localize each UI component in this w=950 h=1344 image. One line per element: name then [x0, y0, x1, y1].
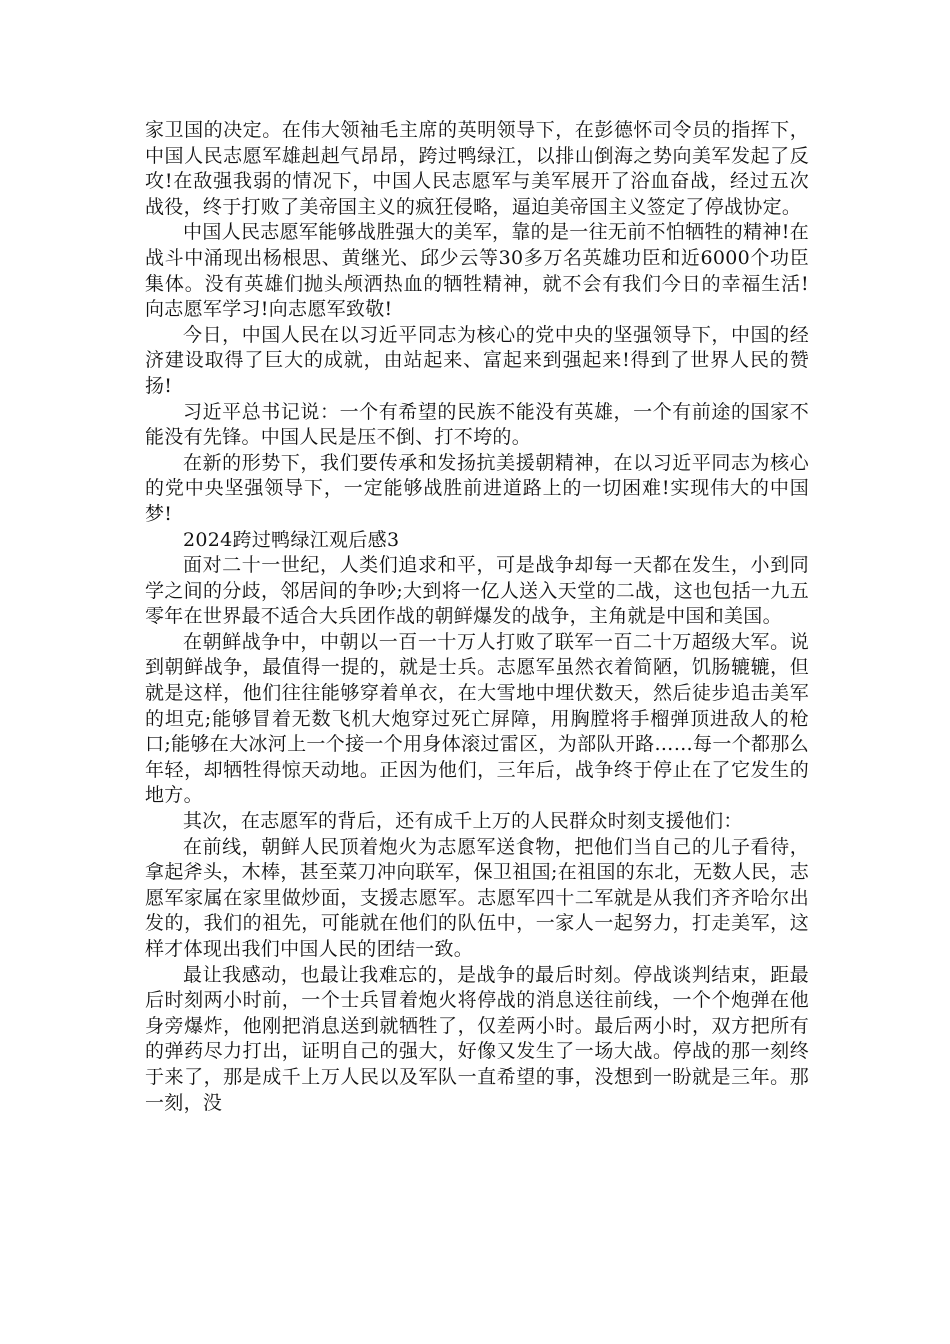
paragraph-korean-war: 在朝鲜战争中，中朝以一百一十万人打败了联军一百二十万超级大军。说到朝鲜战争，最值得一提的，就是士兵。志愿军虽然衣着简陋，饥肠辘辘，但就是这样，他们往往能够穿着单衣，在大雪地中埋伏数天，然后徒步追击美军的坦克;能够冒着无数飞机大炮穿过死亡屏障，用胸膛将手榴弹顶进敌人的枪口;能够在大冰河上一个接一个用身体滚过雷区，为部队开路……每一个都那么年轻，却牺牲得惊天动地。正因为他们，三年后，战争终于停止在了它发生的地方。 — [145, 630, 809, 807]
paragraph-front-line: 在前线，朝鲜人民顶着炮火为志愿军送食物，把他们当自己的儿子看待，拿起斧头，木棒，甚至菜刀冲向联军，保卫祖国;在祖国的东北，无数人民，志愿军家属在家里做炒面，支援志愿军。志愿军四十二军就是从我们齐齐哈尔出发的，我们的祖先，可能就在他们的队伍中，一家人一起努力，打走美军，这样才体现出我们中国人民的团结一致。 — [145, 835, 809, 960]
paragraph-new-situation: 在新的形势下，我们要传承和发扬抗美援朝精神，在以习近平同志为核心的党中央坚强领导下，一定能够战胜前进道路上的一切困难!实现伟大的中国梦! — [145, 451, 809, 525]
paragraph-support: 其次，在志愿军的背后，还有成千上万的人民群众时刻支援他们： — [183, 810, 743, 833]
document-body — [145, 118, 809, 1116]
paragraph-final-moment: 最让我感动，也最让我难忘的，是战争的最后时刻。停战谈判结束，距最后时刻两小时前，一个士兵冒着炮火将停战的消息送往前线，一个个炮弹在他身旁爆炸，他刚把消息送到就牺牲了，仅差两小时。最后两小时，双方把所有的弹药尽力打出，证明自己的强大，好像又发生了一场大战。停战的那一刻终于来了，那是成千上万人民以及军队一直希望的事，没想到一盼就是三年。那一刻，没 — [145, 963, 809, 1114]
paragraph-quote: 习近平总书记说：一个有希望的民族不能没有英雄，一个有前途的国家不能没有先锋。中国人民是压不倒、打不垮的。 — [145, 400, 809, 449]
paragraph-continuation: 家卫国的决定。在伟大领袖毛主席的英明领导下，在彭德怀司令员的指挥下，中国人民志愿军雄赳赳气昂昂，跨过鸭绿江，以排山倒海之势向美军发起了反攻!在敌强我弱的情况下，中国人民志愿军与美军展开了浴血奋战，经过五次战役，终于打败了美帝国主义的疯狂侵略，逼迫美帝国主义签定了停战协定。 — [145, 119, 809, 218]
section-heading: 2024跨过鸭绿江观后感3 — [183, 528, 400, 551]
paragraph-today: 今日，中国人民在以习近平同志为核心的党中央的坚强领导下，中国的经济建设取得了巨大的成就，由站起来、富起来到强起来!得到了世界人民的赞扬! — [145, 323, 809, 397]
paragraph-21st-century: 面对二十一世纪，人类们追求和平，可是战争却每一天都在发生，小到同学之间的分歧，邻居间的争吵;大到将一亿人送入天堂的二战，这也包括一九五零年在世界最不适合大兵团作战的朝鲜爆发的战争，主角就是中国和美国。 — [145, 554, 809, 628]
paragraph-volunteer-spirit: 中国人民志愿军能够战胜强大的美军，靠的是一往无前不怕牺牲的精神!在战斗中涌现出杨根思、黄继光、邱少云等30多万名英雄功臣和近6000个功臣集体。没有英雄们抛头颅洒热血的牺牲精神，就不会有我们今日的幸福生活!向志愿军学习!向志愿军致敬! — [145, 221, 809, 321]
